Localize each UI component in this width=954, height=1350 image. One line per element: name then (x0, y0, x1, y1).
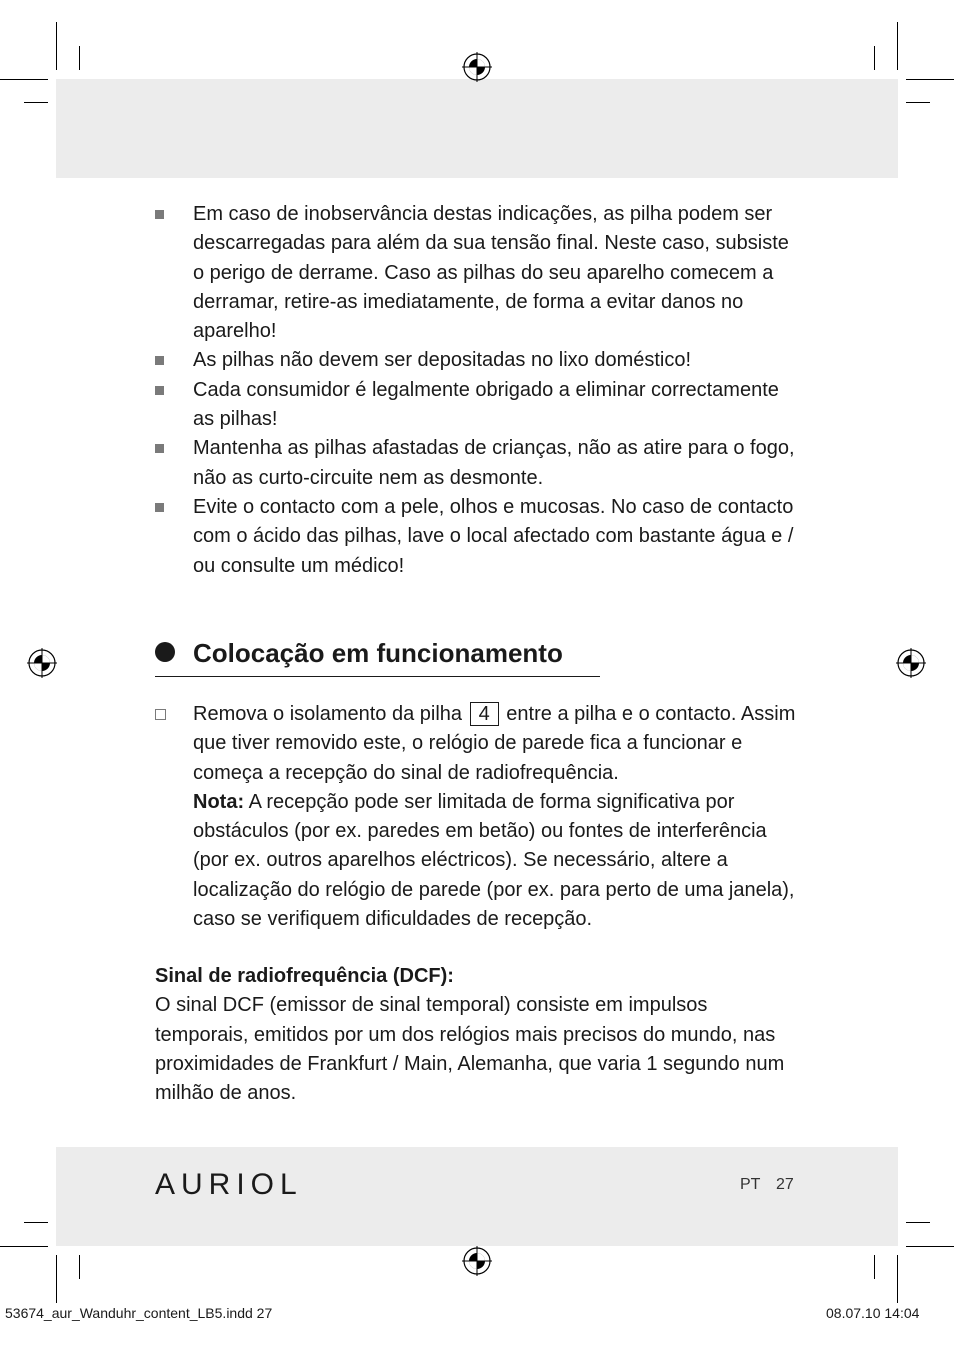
square-bullet-icon (155, 434, 175, 463)
crop-mark (906, 102, 930, 103)
logo-text: AURIOL (155, 1168, 303, 1199)
auriol-logo (155, 1167, 330, 1199)
list-item (155, 434, 805, 493)
step-list (155, 700, 805, 934)
list-item (155, 376, 805, 435)
section-title: Colocação em funcionamento (193, 638, 563, 668)
square-bullet-icon (155, 493, 175, 522)
list-item (155, 493, 805, 581)
crop-mark (897, 1255, 898, 1303)
crop-mark (79, 46, 80, 70)
dcf-heading: Sinal de radiofrequência (DCF): (155, 965, 454, 987)
registration-mark-icon (27, 648, 57, 678)
step-item (155, 700, 805, 934)
crop-mark (906, 79, 954, 80)
crop-mark (24, 102, 48, 103)
crop-mark (56, 1255, 57, 1303)
crop-mark (0, 79, 48, 80)
heading-underline (155, 676, 600, 677)
list-item (155, 200, 805, 346)
crop-mark (874, 1255, 875, 1279)
dcf-text: O sinal DCF (emissor de sinal temporal) consiste em impulsos temporais, emitidos por um dos relógios mais precisos do mundo, nas proximidades de Frankfurt / Main, Alemanha, que varia 1 segundo num milhão de anos. (155, 994, 785, 1105)
crop-mark (24, 1222, 48, 1223)
section-heading (155, 634, 600, 672)
list-item-text: Evite o contacto com a pele, olhos e mucosas. No caso de contacto com o ácido das pilhas, lave o local afectado com bastante água e / ou consulte um médico! (193, 495, 794, 577)
safety-bullet-list (155, 200, 805, 581)
registration-mark-icon (462, 52, 492, 82)
step-text-after: entre a pilha e o contacto. Assim que tiver removido este, o relógio de parede fica a funcionar e começa a recepção do sinal de radiofrequência. (193, 703, 796, 784)
registration-mark-icon (462, 1246, 492, 1276)
step-text-before: Remova o isolamento da pilha (193, 703, 463, 725)
crop-mark (906, 1246, 954, 1247)
page-number: 27 (776, 1176, 794, 1193)
part-reference-badge: 4 (470, 702, 499, 726)
crop-mark (79, 1255, 80, 1279)
registration-mark-icon (896, 648, 926, 678)
note-label: Nota: (193, 790, 245, 813)
crop-mark (906, 1222, 930, 1223)
language-code: PT (740, 1176, 761, 1193)
list-item (155, 346, 805, 375)
file-slug: 53674_aur_Wanduhr_content_LB5.indd 27 (5, 1305, 273, 1321)
crop-mark (897, 22, 898, 70)
heading-dot-icon (155, 642, 175, 662)
crop-mark (0, 1246, 48, 1247)
dcf-section (155, 962, 805, 1108)
list-item-text: Mantenha as pilhas afastadas de crianças, não as atire para o fogo, não as curto-circuite nem as desmonte. (193, 437, 795, 489)
square-bullet-icon (155, 200, 175, 229)
checkbox-bullet-icon (155, 700, 175, 729)
list-item-text: As pilhas não devem ser depositadas no lixo doméstico! (193, 349, 692, 372)
header-band (56, 79, 898, 178)
square-bullet-icon (155, 346, 175, 375)
crop-mark (56, 22, 57, 70)
crop-mark (874, 46, 875, 70)
list-item-text: Em caso de inobservância destas indicações, as pilha podem ser descarregadas para além da sua tensão final. Neste caso, subsiste o perigo de derrame. Caso as pilhas do seu aparelho comecem a derramar, retire-as imediatamente, de forma a evitar danos no aparelho! (193, 203, 789, 343)
date-slug: 08.07.10 14:04 (826, 1305, 920, 1321)
list-item-text: Cada consumidor é legalmente obrigado a eliminar correctamente as pilhas! (193, 378, 779, 431)
square-bullet-icon (155, 376, 175, 405)
note-text: A recepção pode ser limitada de forma significativa por obstáculos (por ex. paredes em betão) ou fontes de interferência (por ex. outros aparelhos eléctricos). Se necessário, altere a localização do relógio de parede (por ex. para perto de uma janela), caso se verifiquem dificuldades de recepção. (193, 790, 795, 931)
